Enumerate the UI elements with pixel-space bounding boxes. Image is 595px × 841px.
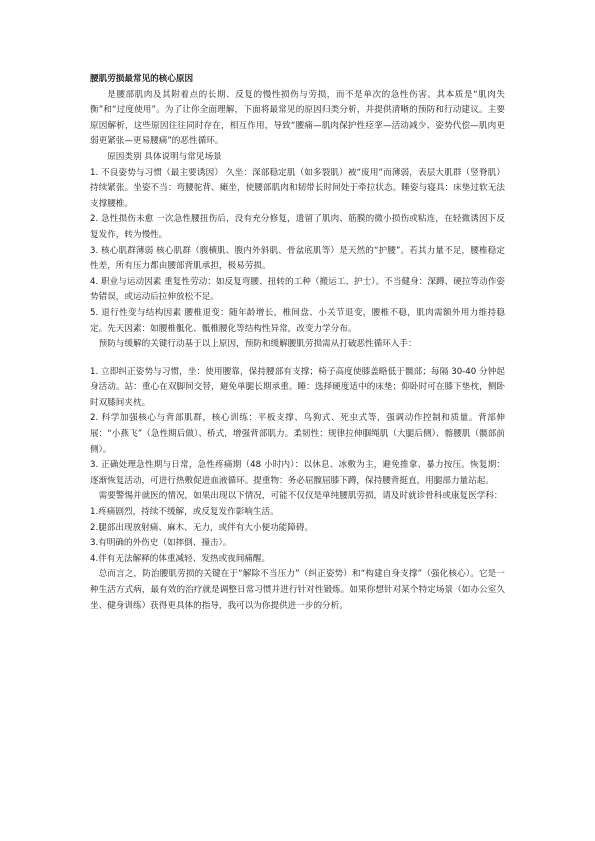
intro-paragraph: 是腰部肌肉及其附着点的长期、反复的慢性损伤与劳损，而不是单次的急性伤害。其本质是“肌肉失衡”和“过度使用”。为了让你全面理解，下面将最常见的原因归类分析，并提供清晰的预防和行动建议。主要原因解析，这些原因往往同时存在，相互作用，导致“腰痛—肌肉保护性痉挛—活动减少、姿势代偿—肌肉更弱更紧张—更易腰痛”的恶性循环。: [90, 89, 505, 147]
action-item-1: 1. 立即纠正姿势与习惯，坐：使用腰靠，保持腰部有支撑；椅子高度使膝盖略低于髋部；每隔 30-40 分钟起身活动。站：重心在双脚间交替，避免单腿长期承重。睡：选择硬度适中的床垫；仰卧时可在膝下垫枕，侧卧时双膝间夹枕。: [90, 366, 505, 408]
warning-item-3: 3.有明确的外伤史（如摔倒、撞击）。: [90, 538, 232, 549]
cause-item-5: 5. 退行性变与结构因素 腰椎退变：随年龄增长，椎间盘、小关节退变，腰椎不稳，肌肉需额外用力维持稳定。先天因素：如腰椎骶化、骶椎腰化等结构性异常，改变力学分布。: [90, 307, 505, 334]
section-gap: [90, 353, 505, 365]
action-item-2: 2. 科学加强核心与背部肌群，核心训练：平板支撑、鸟狗式、死虫式等，强调动作控制和质量。背部伸展：“小燕飞”（急性期后做）、桥式，增强背部肌力。柔韧性：规律拉伸腘绳肌（大腿后侧）、髂腰肌（髋部前侧）。: [90, 413, 505, 455]
warning-intro: 需要警惕并就医的情况，如果出现以下情况，可能不仅仅是单纯腰肌劳损，请及时就诊骨科或康复医学科：: [98, 491, 503, 502]
document-title: 腰肌劳损最常见的核心原因: [90, 74, 194, 84]
action-item-3: 3. 正确处理急性期与日常，急性疼痛期（48 小时内）：以休息、冰敷为主，避免推拿、暴力按压。恢复期：逐渐恢复活动，可进行热敷促进血液循环。提重物：务必屈髋屈膝下蹲，保持腰背挺直，用腿部力量站起。: [90, 460, 505, 486]
category-header: 原因类别 具体说明与常见场景: [107, 151, 222, 162]
conclusion-paragraph: 总而言之，防治腰肌劳损的关键在于“解除不当压力”（纠正姿势）和“构建自身支撑”（强化核心）。它是一种生活方式病，最有效的治疗就是调整日常习惯并进行针对性锻炼。如果你想针对某个特定场景（如办公室久坐、健身训练）获得更具体的指导，我可以为你提供进一步的分析。: [90, 569, 505, 611]
document-page: [90, 72, 505, 614]
cause-item-4: 4. 职业与运动因素 重复性劳动：如反复弯腰、扭转的工种（搬运工、护士）。不当健身：深蹲、硬拉等动作姿势错误，或运动后拉伸放松不足。: [90, 276, 505, 303]
cause-item-1: 1. 不良姿势与习惯（最主要诱因） 久坐：深部稳定肌（如多裂肌）被“废用”而薄弱，表层大肌群（竖脊肌）持续紧张。坐姿不当：弯腰驼背、瘫坐，使腰部肌肉和韧带长时间处于牵拉状态。睡姿与寝具：床垫过软无法支撑腰椎。: [90, 167, 505, 209]
cause-item-2: 2. 急性损伤未愈 一次急性腰扭伤后，没有充分修复，遗留了肌肉、筋膜的微小损伤或粘连，在轻微诱因下反复发作，转为慢性。: [90, 214, 505, 240]
cause-item-3: 3. 核心肌群薄弱 核心肌群（腹横肌、腹内外斜肌、骨盆底肌等）是天然的“护腰”。若其力量不足，腰椎稳定性差，所有压力都由腰部背肌承担，极易劳损。: [90, 245, 505, 272]
warning-item-2: 2.腿部出现放射痛、麻木、无力，或伴有大小便功能障碍。: [90, 522, 314, 533]
prevention-intro: 预防与缓解的关键行动基于以上原因，预防和缓解腰肌劳损需从打破恶性循环入手：: [98, 339, 417, 350]
warning-item-1: 1.疼痛剧烈，持续不缓解，或反复发作影响生活。: [90, 507, 279, 518]
warning-item-4: 4.伴有无法解释的体重减轻、发热或夜间痛醒。: [90, 553, 271, 564]
